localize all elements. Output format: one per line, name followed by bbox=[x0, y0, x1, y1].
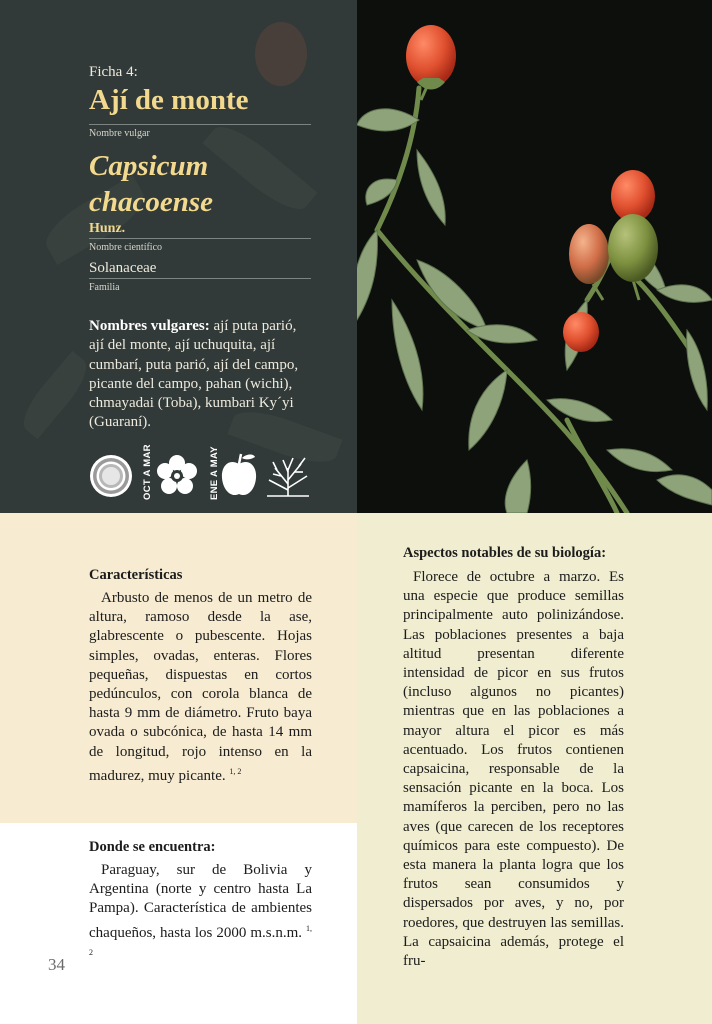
characteristics-heading: Características bbox=[89, 567, 183, 583]
page-number: 34 bbox=[48, 955, 65, 974]
vulgar-names-text: ají puta parió, ají del monte, ají uchuquita, ají cumbarí, puta parió, ají del campo, picante del campo, pahan (wichi), chmayadai (Toba), kumbari Ky´yi (Guaraní). bbox=[89, 318, 299, 431]
biology-text: Florece de octubre a marzo. Es una especie que produce semillas principalmente auto polinizándose. Las poblaciones presentes a baja altitud presentan diferente intensidad de picor en sus frutos (incluso algunos no picantes) mientras que en las poblaciones a mayor altura el picor es más acentuado. Los frutos contienen capsaicina, responsable de la sensación picante en la boca. Los mamíferos la perciben, pero no las aves (que carecen de los receptores químicos para este compuesto). De esta manera la planta logra que los frutos sean consumidos y dispersados por aves, y no, por roedores, que destruyen las semillas. La capsaicina además, protege el fru- bbox=[403, 569, 624, 970]
characteristics-refs: 1, 2 bbox=[229, 766, 242, 776]
location-refs: 1, 2 bbox=[89, 923, 313, 957]
ghost-pepper-shape bbox=[255, 22, 307, 86]
divider bbox=[89, 238, 311, 239]
scientific-name-caption: Nombre científico bbox=[89, 242, 163, 253]
flower-icon bbox=[155, 454, 199, 498]
info-panel bbox=[0, 0, 357, 513]
ficha-label: Ficha 4: bbox=[89, 64, 138, 80]
divider bbox=[89, 124, 311, 125]
shrub-icon bbox=[265, 454, 311, 498]
vulgar-names-paragraph bbox=[89, 317, 314, 433]
fruit-icon bbox=[221, 452, 257, 498]
pepper-photo bbox=[357, 0, 712, 513]
fruiting-period-label: ENE A MAY bbox=[209, 446, 220, 500]
flowering-period-label: OCT A MAR bbox=[142, 444, 153, 500]
location-text: Paraguay, sur de Bolivia y Argentina (norte y centro hasta La Pampa). Característica de ambientes chaqueños, hasta los 2000 m.s.n.m. bbox=[89, 862, 312, 941]
vulgar-names-label: Nombres vulgares: bbox=[89, 318, 210, 334]
divider bbox=[89, 278, 311, 279]
biology-heading: Aspectos notables de su biología: bbox=[403, 545, 607, 561]
characteristics-paragraph bbox=[89, 589, 312, 786]
circle-rings-icon bbox=[89, 454, 133, 498]
common-name-caption: Nombre vulgar bbox=[89, 128, 150, 139]
family-caption: Familia bbox=[89, 282, 120, 293]
location-heading: Donde se encuentra: bbox=[89, 839, 216, 855]
phenology-icons bbox=[89, 444, 319, 504]
scientific-name-species: chacoense bbox=[89, 186, 214, 218]
biology-paragraph bbox=[403, 568, 624, 971]
scientific-name-genus: Capsicum bbox=[89, 150, 209, 182]
common-name-title: Ají de monte bbox=[89, 84, 249, 116]
ghost-leaf-shape bbox=[15, 351, 96, 439]
scientific-name bbox=[89, 148, 329, 220]
family-name: Solanaceae bbox=[89, 260, 157, 276]
pepper-plant-illustration bbox=[357, 0, 712, 513]
scientific-author: Hunz. bbox=[89, 221, 126, 236]
red-pepper bbox=[406, 25, 456, 87]
location-paragraph bbox=[89, 861, 312, 967]
red-pepper bbox=[563, 312, 599, 352]
green-pepper bbox=[608, 214, 658, 282]
ripening-pepper bbox=[569, 224, 609, 284]
characteristics-text: Arbusto de menos de un metro de altura, ramoso desde la ase, glabrescente o pubescente. Hojas simples, ovadas, enteras. Flores pequeñas, dispuestas en cortos pedúnculos, con corola blanca de hasta 9 mm de diámetro. Fruto baya ovada o subcónica, de hasta 14 mm de longitud, rojo intenso en la madurez, muy picante. bbox=[89, 590, 312, 784]
